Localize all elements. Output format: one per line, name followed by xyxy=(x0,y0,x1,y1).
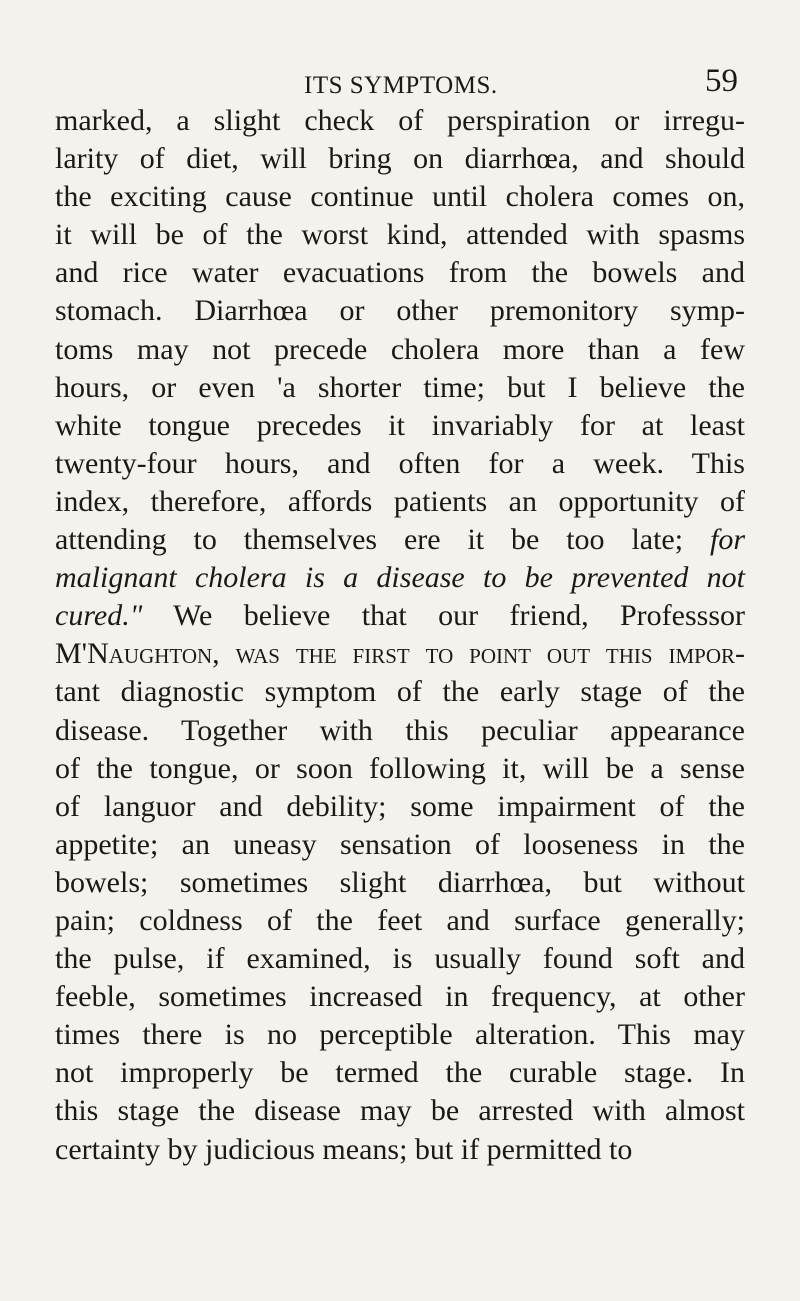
text-line: marked, a slight check of perspiration or irregu- xyxy=(55,104,745,137)
text-line-italic xyxy=(55,559,745,597)
text-line: of the tongue, or soon following it, will be a sense xyxy=(55,751,745,785)
text-line: certainty by judicious means; but if permitted to xyxy=(55,1132,633,1166)
text-line: disease. Together with this peculiar appearance xyxy=(55,713,745,747)
text-line: feeble, sometimes increased in frequency, at other xyxy=(55,980,745,1014)
body-text xyxy=(55,102,745,1169)
text-line: times there is no perceptible alteration. This may xyxy=(55,1018,745,1052)
text-line-with-italic xyxy=(55,597,745,635)
text-line: the exciting cause continue until cholera comes on, xyxy=(55,180,745,214)
text-line: white tongue precedes it invariably for at least xyxy=(55,408,745,442)
text-line: of languor and debility; some impairment of the xyxy=(55,789,745,823)
running-head: ITS SYMPTOMS. xyxy=(304,72,498,99)
text-line: bowels; sometimes slight diarrhœa, but without xyxy=(55,865,745,899)
text-line: appetite; an uneasy sensation of looseness in the xyxy=(55,827,745,861)
text-line: this stage the disease may be arrested with almost xyxy=(55,1094,745,1128)
text-segment: We believe that our friend, Professsor xyxy=(173,599,745,633)
text-line: stomach. Diarrhœa or other premonitory symp- xyxy=(55,294,745,328)
text-line: tant diagnostic symptom of the early stage of the xyxy=(55,675,745,709)
text-line: the pulse, if examined, is usually found soft and xyxy=(55,942,745,976)
text-line: hours, or even 'a shorter time; but I believe the xyxy=(55,370,745,404)
text-line: pain; coldness of the feet and surface generally; xyxy=(55,903,745,937)
text-line: toms may not precede cholera more than a few xyxy=(55,332,745,366)
italic-segment: malignant cholera is a disease to be prevented not xyxy=(55,561,745,595)
page-number: 59 xyxy=(705,63,738,99)
italic-segment: cured." xyxy=(55,599,143,633)
italic-segment: for xyxy=(709,523,745,557)
text-segment: M'Naughton, was the first to point out this impor- xyxy=(55,637,745,671)
text-line: larity of diet, will bring on diarrhœa, and should xyxy=(55,142,745,176)
text-line: and rice water evacuations from the bowels and xyxy=(55,256,745,290)
text-line-with-italic xyxy=(55,521,745,559)
text-line: not improperly be termed the curable stage. In xyxy=(55,1056,745,1090)
text-line xyxy=(55,635,745,673)
text-line: index, therefore, affords patients an opportunity of xyxy=(55,484,745,518)
text-line: twenty-four hours, and often for a week. This xyxy=(55,446,745,480)
text-segment: attending to themselves ere it be too late; xyxy=(55,523,684,557)
text-line: it will be of the worst kind, attended with spasms xyxy=(55,218,745,252)
